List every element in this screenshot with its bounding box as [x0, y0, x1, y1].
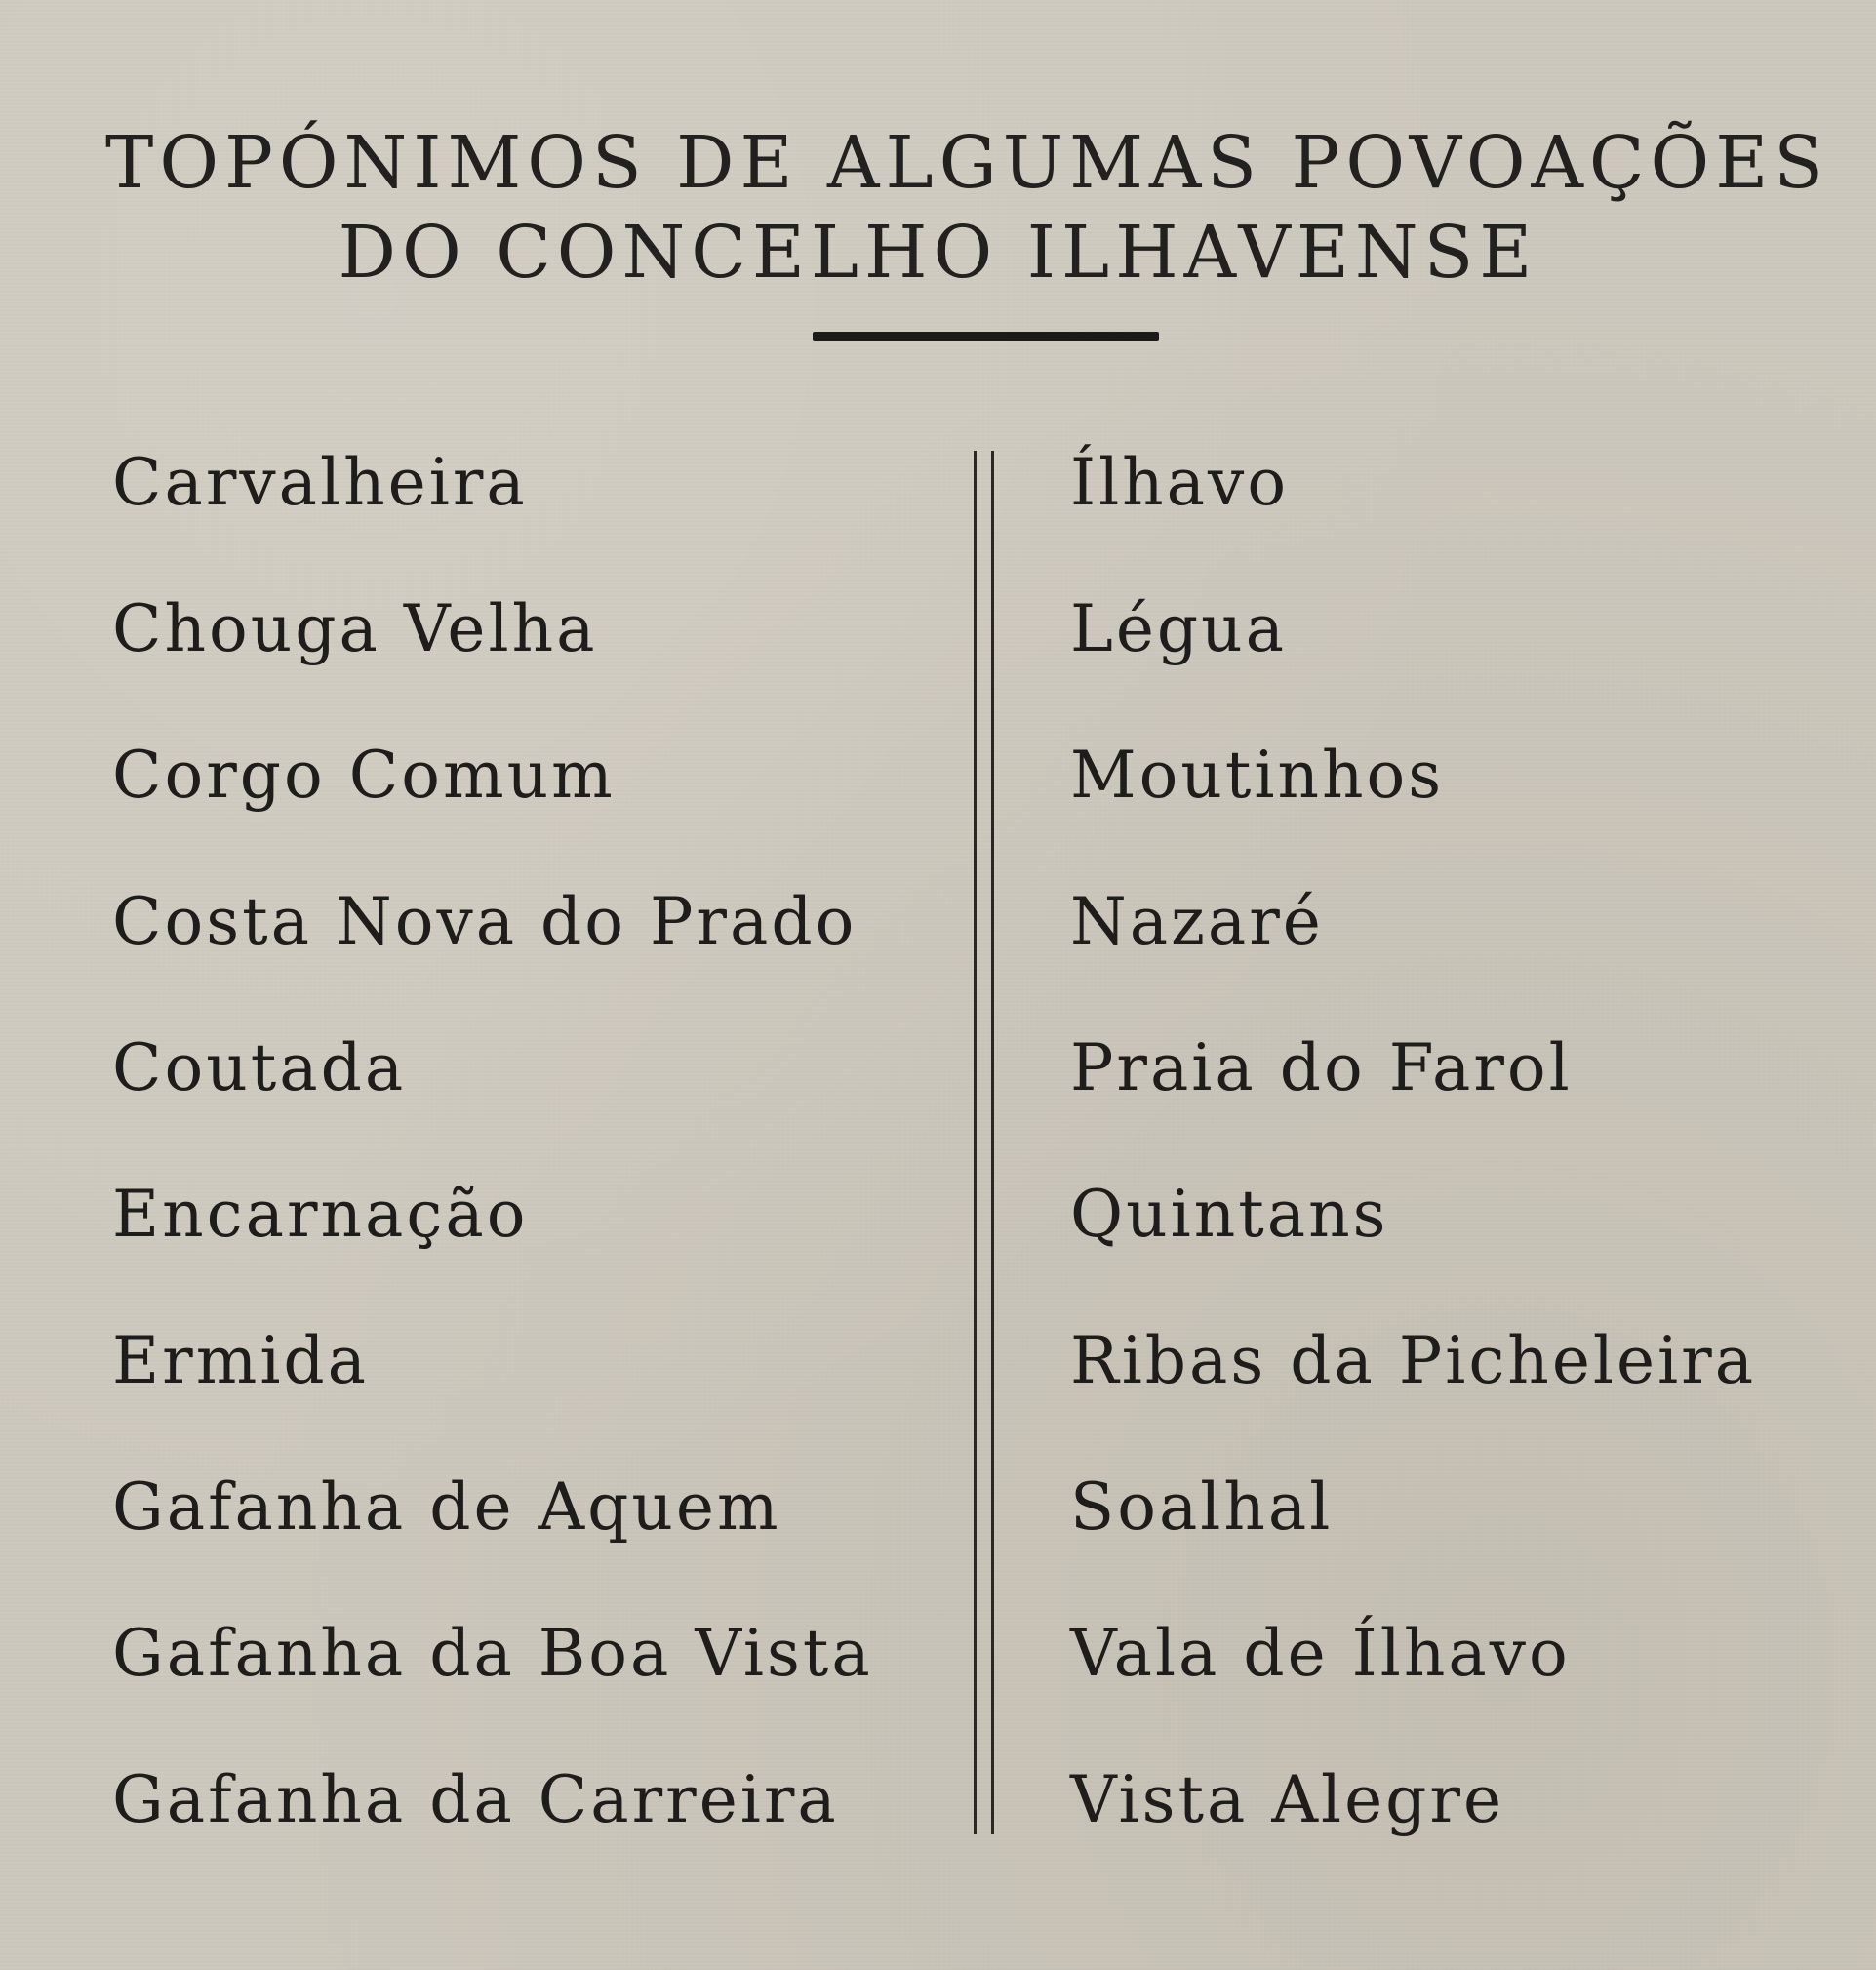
left-place-list — [112, 429, 873, 1893]
list-item: Chouga Velha — [112, 591, 598, 666]
list-item: Nazaré — [1070, 884, 1324, 959]
list-item: Soalhal — [1070, 1469, 1334, 1545]
list-item: Coutada — [112, 1030, 407, 1106]
list-item: Ílhavo — [1070, 445, 1290, 520]
right-place-list — [1070, 429, 1756, 1893]
list-item: Moutinhos — [1070, 738, 1445, 813]
list-item: Costa Nova do Prado — [112, 884, 858, 959]
title-underline — [813, 332, 1159, 341]
list-item: Légua — [1070, 591, 1287, 666]
column-divider-right-rule — [991, 451, 994, 1834]
list-item: Encarnação — [112, 1177, 529, 1252]
list-item: Praia do Farol — [1070, 1030, 1573, 1106]
page-title-line-2: DO CONCELHO ILHAVENSE — [338, 211, 1538, 295]
column-divider-left-rule — [974, 451, 977, 1834]
list-item: Carvalheira — [112, 445, 528, 520]
page-title-line-1: TOPÓNIMOS DE ALGUMAS POVOAÇÕES — [105, 121, 1829, 205]
list-item: Gafanha de Aquem — [112, 1469, 781, 1545]
list-item: Gafanha da Carreira — [112, 1762, 839, 1837]
list-item: Ermida — [112, 1323, 370, 1398]
list-item: Vala de Ílhavo — [1070, 1616, 1571, 1691]
list-item: Ribas da Picheleira — [1070, 1323, 1757, 1398]
list-item: Quintans — [1070, 1177, 1389, 1252]
list-item: Corgo Comum — [112, 738, 616, 813]
list-item: Gafanha da Boa Vista — [112, 1616, 873, 1691]
list-item: Vista Alegre — [1070, 1762, 1505, 1837]
